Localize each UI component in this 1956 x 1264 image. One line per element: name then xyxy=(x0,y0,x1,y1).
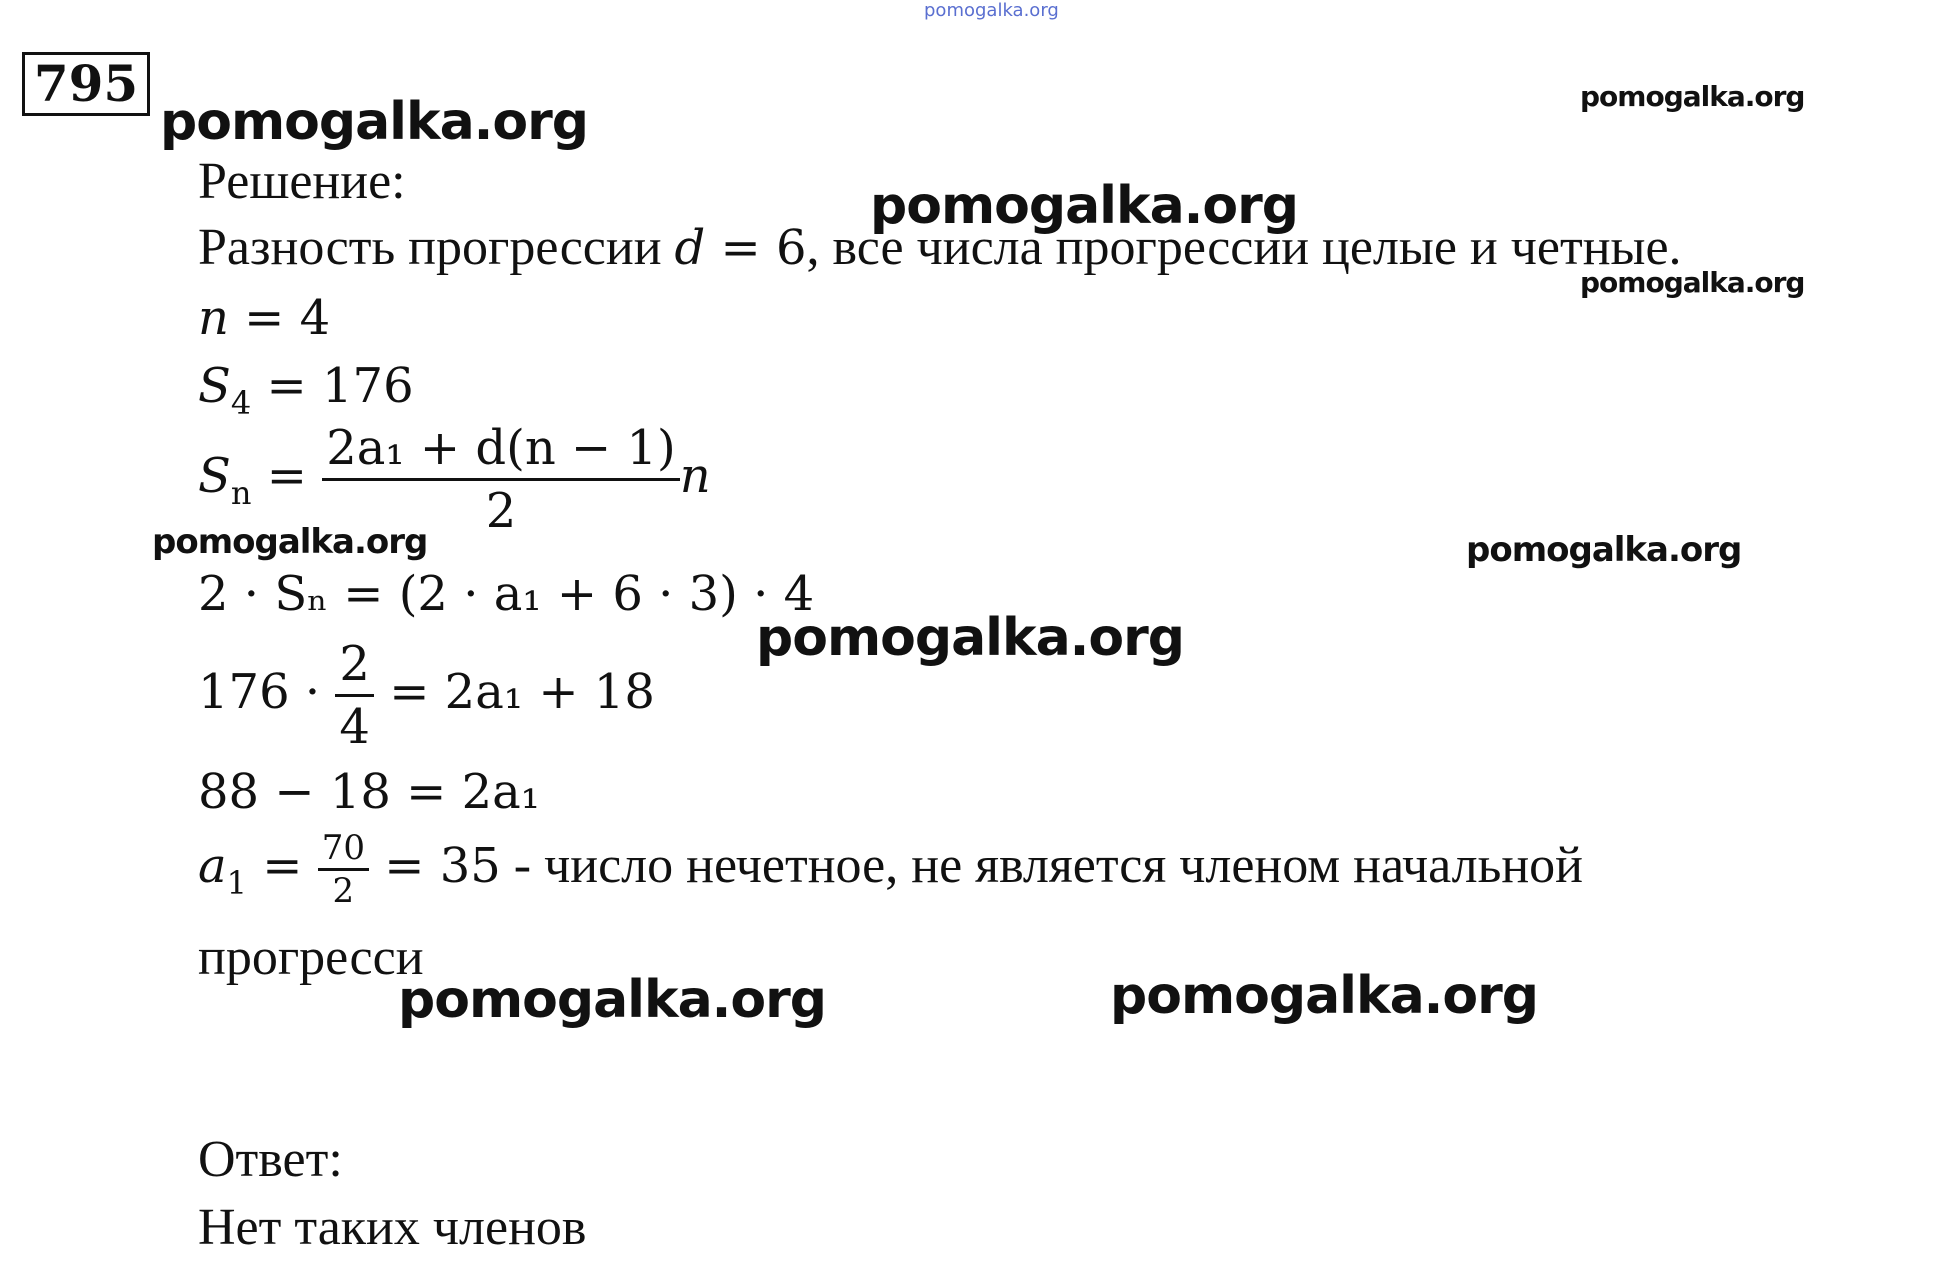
difference-text-before: Разность прогрессии xyxy=(198,219,675,276)
problem-number: 795 xyxy=(22,52,150,116)
watermark-right-small: pomogalka.org xyxy=(1580,266,1805,299)
difference-text-after: , все числа прогрессии целые и четные. xyxy=(806,219,1682,276)
sn-eq: = xyxy=(251,448,323,504)
line-176-right: = 2a₁ + 18 xyxy=(373,664,655,720)
line-176-den: 4 xyxy=(335,694,374,757)
watermark-top-right: pomogalka.org xyxy=(1580,80,1805,113)
difference-eq: = 6 xyxy=(705,220,807,276)
line-176-left: 176 · xyxy=(198,664,336,720)
n-line xyxy=(198,288,330,348)
answer-label: Ответ: xyxy=(198,1131,343,1188)
substitution-line: 2 · Sₙ = (2 · a₁ + 6 · 3) · 4 xyxy=(198,566,815,622)
sn-var: S xyxy=(198,448,231,504)
difference-var: d xyxy=(674,220,706,276)
a1-eq: = xyxy=(246,838,318,894)
line-88: 88 − 18 = 2a₁ xyxy=(198,764,541,820)
a1-sub: 1 xyxy=(226,864,247,902)
watermark-top-tiny: pomogalka.org xyxy=(924,0,1059,21)
a1-line xyxy=(198,828,1583,913)
sn-numerator: 2a₁ + d(n − 1) xyxy=(326,420,676,476)
watermark-center-1: pomogalka.org xyxy=(870,176,1299,236)
a1-continuation: прогресси xyxy=(198,929,424,986)
sn-after: n xyxy=(679,448,711,504)
a1-var: a xyxy=(198,838,227,894)
line-176-num: 2 xyxy=(339,636,370,692)
s4-sub: 4 xyxy=(230,384,252,422)
solution-label: Решение: xyxy=(198,153,406,210)
a1-den: 2 xyxy=(318,868,369,911)
watermark-center-2: pomogalka.org xyxy=(756,608,1185,668)
line-176-fraction xyxy=(335,634,374,757)
s4-var: S xyxy=(198,358,231,414)
a1-fraction xyxy=(318,828,369,911)
s4-value: = 176 xyxy=(251,358,414,414)
watermark-top-left: pomogalka.org xyxy=(160,92,589,152)
watermark-bottom-left: pomogalka.org xyxy=(398,970,827,1030)
line-176 xyxy=(198,634,655,757)
watermark-right-mid: pomogalka.org xyxy=(1466,530,1742,570)
watermark-bottom-right: pomogalka.org xyxy=(1110,966,1539,1026)
a1-result: = 35 xyxy=(368,838,501,894)
sn-sub: n xyxy=(230,474,252,512)
sn-denominator: 2 xyxy=(322,478,680,541)
answer-text: Нет таких членов xyxy=(198,1199,587,1256)
a1-text: - число нечетное, не является членом начальной xyxy=(500,837,1583,894)
a1-num: 70 xyxy=(321,828,365,868)
n-value: = 4 xyxy=(228,290,331,346)
n-var: n xyxy=(198,290,229,346)
watermark-left-mid: pomogalka.org xyxy=(152,522,428,562)
